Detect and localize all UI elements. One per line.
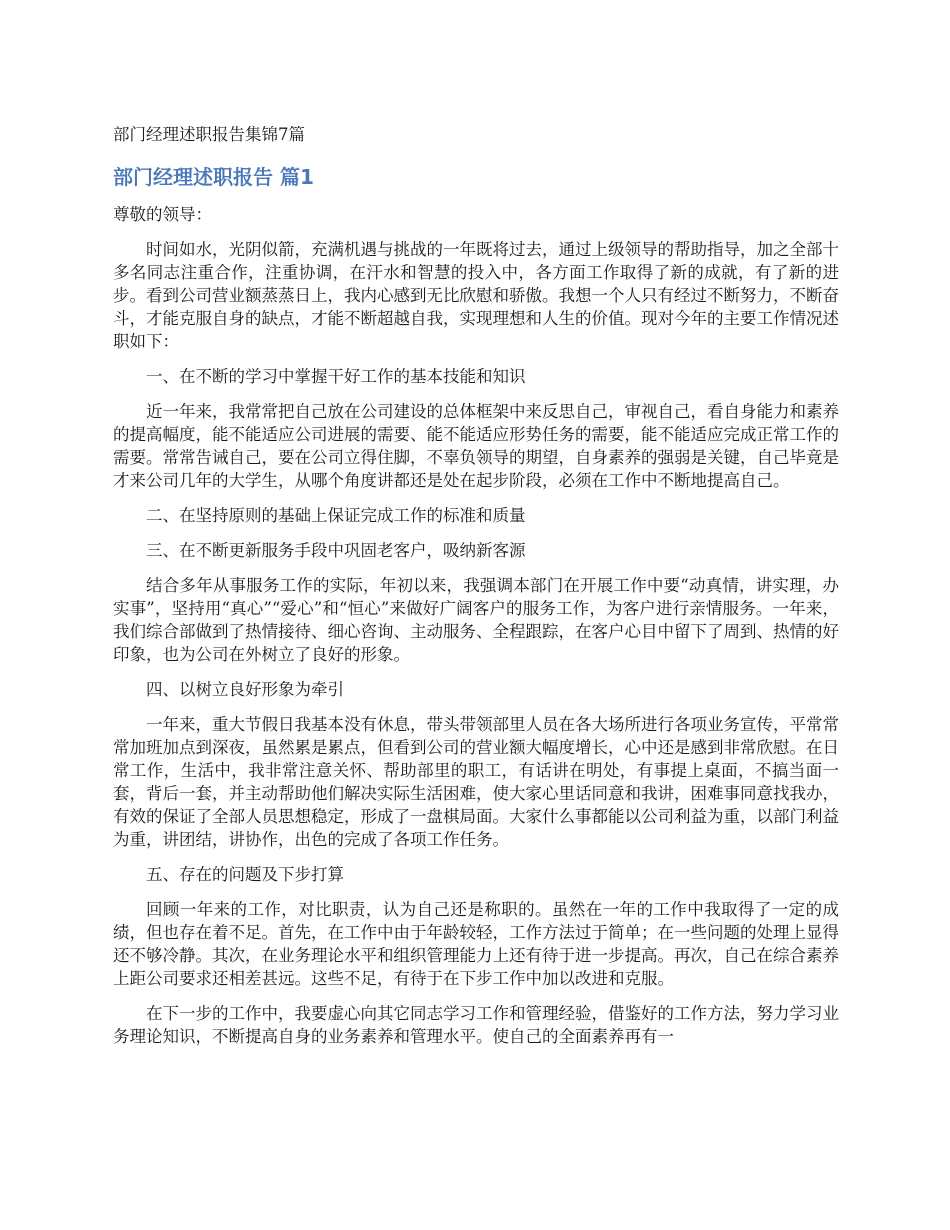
report-blocks	[113, 238, 839, 1048]
section-subheading: 四、以树立良好形象为牵引	[146, 680, 344, 699]
body-paragraph: 一年来，重大节假日我基本没有休息，带头带领部里人员在各大场所进行各项业务宣传，平常常常加班加点到深夜，虽然累是累点，但看到公司的营业额大幅度增长，心中还是感到非常欣慰。在日常工作，生活中，我非常注意关怀、帮助部里的职工，有话讲在明处，有事提上桌面，不搞当面一套，背后一套，并主动帮助他们解决实际生活困难，使大家心里话同意和我讲，困难事同意找我办，有效的保证了全部人员思想稳定，形成了一盘棋局面。大家什么事都能以公司利益为重，以部门利益为重，讲团结，讲协作，出色的完成了各项工作任务。	[113, 715, 839, 849]
body-paragraph: 回顾一年来的工作，对比职责，认为自己还是称职的。虽然在一年的工作中我取得了一定的成绩，但也存在着不足。首先，在工作中由于年龄较轻，工作方法过于简单；在一些问题的处理上显得还不够冷静。其次，在业务理论水平和组织管理能力上还有待于进一步提高。再次，自己在综合素养上距公司要求还相差甚远。这些不足，有待于在下步工作中加以改进和克服。	[113, 900, 839, 988]
section-subheading: 三、在不断更新服务手段中巩固老客户，吸纳新客源	[146, 541, 526, 560]
body-paragraph: 时间如水，光阴似箭，充满机遇与挑战的一年既将过去，通过上级领导的帮助指导，加之全部十多名同志注重合作，注重协调，在汗水和智慧的投入中，各方面工作取得了新的成就，有了新的进步。看到公司营业额蒸蒸日上，我内心感到无比欣慰和骄傲。我想一个人只有经过不断努力，不断奋斗，才能克服自身的缺点，才能不断超越自我，实现理想和人生的价值。现对今年的主要工作情况述职如下：	[113, 240, 839, 351]
section-subheading: 二、在坚持原则的基础上保证完成工作的标准和质量	[146, 506, 526, 525]
section-subheading: 一、在不断的学习中掌握干好工作的基本技能和知识	[146, 367, 526, 386]
document-body	[113, 123, 839, 1060]
body-paragraph: 在下一步的工作中，我要虚心向其它同志学习工作和管理经验，借鉴好的工作方法，努力学习业务理论知识，不断提高自身的业务素养和管理水平。使自己的全面素养再有一	[113, 1004, 839, 1046]
document-title: 部门经理述职报告集锦7篇	[113, 125, 305, 144]
body-paragraph: 近一年来，我常常把自己放在公司建设的总体框架中来反思自己，审视自己，看自身能力和素养的提高幅度，能不能适应公司进展的需要、能不能适应形势任务的需要，能不能适应完成正常工作的需要。常常告诫自己，要在公司立得住脚，不辜负领导的期望，自身素养的强弱是关键，自己毕竟是才来公司几年的大学生，从哪个角度讲都还是处在起步阶段，必须在工作中不断地提高自己。	[113, 402, 839, 490]
salutation: 尊敬的领导：	[113, 205, 212, 224]
body-paragraph: 结合多年从事服务工作的实际，年初以来，我强调本部门在开展工作中要“动真情，讲实理，办实事”，坚持用“真心”“爱心”和“恒心”来做好广阔客户的服务工作，为客户进行亲情服务。一年来，我们综合部做到了热情接待、细心咨询、主动服务、全程跟踪，在客户心目中留下了周到、热情的好印象，也为公司在外树立了良好的形象。	[113, 576, 839, 664]
section-heading: 部门经理述职报告 篇1	[113, 165, 314, 189]
section-subheading: 五、存在的问题及下步打算	[146, 865, 344, 884]
